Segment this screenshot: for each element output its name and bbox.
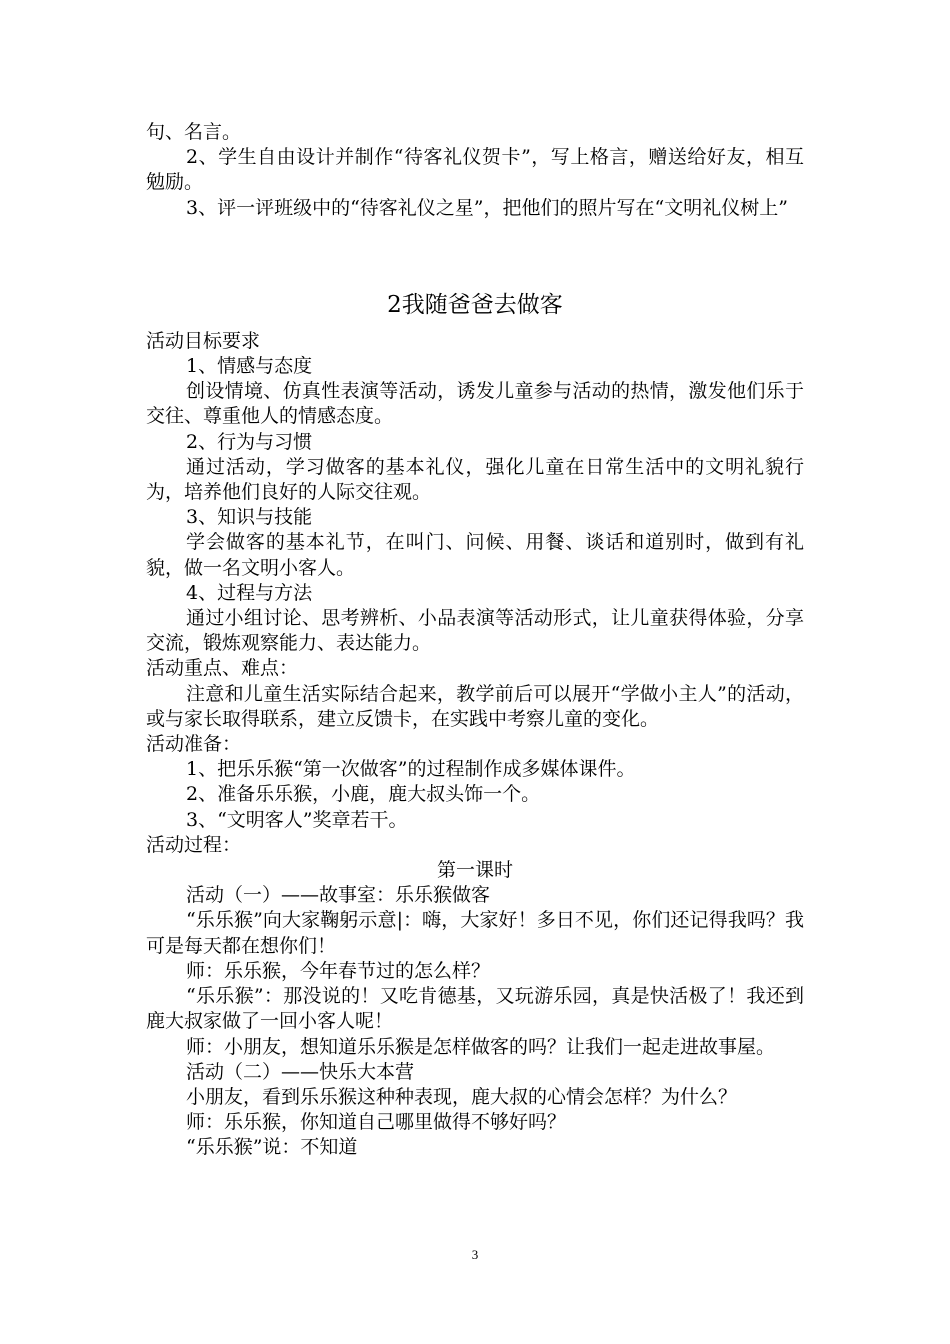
lesson-title: 第一课时 bbox=[436, 859, 513, 882]
page-number: 3 bbox=[471, 1247, 479, 1262]
process-line: 师：乐乐猴，今年春节过的怎么样？ bbox=[186, 959, 491, 982]
process-line: 活动（二）——快乐大本营 bbox=[186, 1060, 415, 1083]
preparation-item: 3、“文明客人”奖章若干。 bbox=[186, 808, 408, 831]
intro-line: 2、学生自由设计并制作“待客礼仪贺卡”，写上格言，赠送给好友，相互勉励。 bbox=[146, 146, 804, 194]
process-line: 小朋友，看到乐乐猴这种种表现，鹿大叔的心情会怎样？为什么？ bbox=[186, 1085, 738, 1108]
goals-heading: 活动目标要求 bbox=[146, 329, 261, 352]
intro-line: 句、名言。 bbox=[146, 121, 242, 143]
goal-text: 学会做客的基本礼节，在叫门、问候、用餐、谈话和道别时，做到有礼貌，做一名文明小客人。 bbox=[146, 531, 804, 579]
preparation-heading: 活动准备： bbox=[146, 733, 242, 756]
process-line: 师：乐乐猴，你知道自己哪里做得不够好吗？ bbox=[186, 1111, 567, 1134]
process-heading: 活动过程： bbox=[146, 833, 242, 856]
goal-text: 创设情境、仿真性表演等活动，诱发儿童参与活动的热情，激发他们乐于交往、尊重他人的情感态度。 bbox=[146, 380, 804, 428]
process-line: “乐乐猴”说：不知道 bbox=[186, 1136, 358, 1159]
key-points-heading: 活动重点、难点： bbox=[146, 657, 299, 680]
process-line: 师：小朋友，想知道乐乐猴是怎样做客的吗？让我们一起走进故事屋。 bbox=[186, 1035, 776, 1058]
goal-title: 4、过程与方法 bbox=[186, 581, 313, 604]
preparation-item: 1、把乐乐猴“第一次做客”的过程制作成多媒体课件。 bbox=[186, 758, 636, 781]
intro-line: 3、评一评班级中的“待客礼仪之星”，把他们的照片写在“文明礼仪树上” bbox=[186, 196, 788, 219]
key-points-text: 注意和儿童生活实际结合起来，教学前后可以展开“学做小主人”的活动，或与家长取得联系，建立反馈卡，在实践中考察儿童的变化。 bbox=[146, 682, 804, 730]
goal-text: 通过活动，学习做客的基本礼仪，强化儿童在日常生活中的文明礼貌行为，培养他们良好的人际交往观。 bbox=[146, 455, 804, 504]
goal-title: 1、情感与态度 bbox=[186, 355, 313, 378]
section-title: 2我随爸爸去做客 bbox=[387, 291, 563, 318]
process-line: “乐乐猴”：那没说的！又吃肯德基，又玩游乐园，真是快活极了！我还到鹿大叔家做了一回小客人呢！ bbox=[146, 985, 804, 1033]
process-line: 活动（一）——故事室：乐乐猴做客 bbox=[186, 884, 491, 907]
goal-text: 通过小组讨论、思考辨析、小品表演等活动形式，让儿童获得体验，分享交流，锻炼观察能力、表达能力。 bbox=[146, 607, 804, 655]
goal-title: 2、行为与习惯 bbox=[186, 430, 313, 453]
process-line: “乐乐猴”向大家鞠躬示意|：嗨，大家好！多日不见，你们还记得我吗？我可是每天都在想你们！ bbox=[146, 909, 804, 957]
preparation-item: 2、准备乐乐猴，小鹿，鹿大叔头饰一个。 bbox=[186, 783, 541, 806]
goal-title: 3、知识与技能 bbox=[186, 506, 313, 529]
